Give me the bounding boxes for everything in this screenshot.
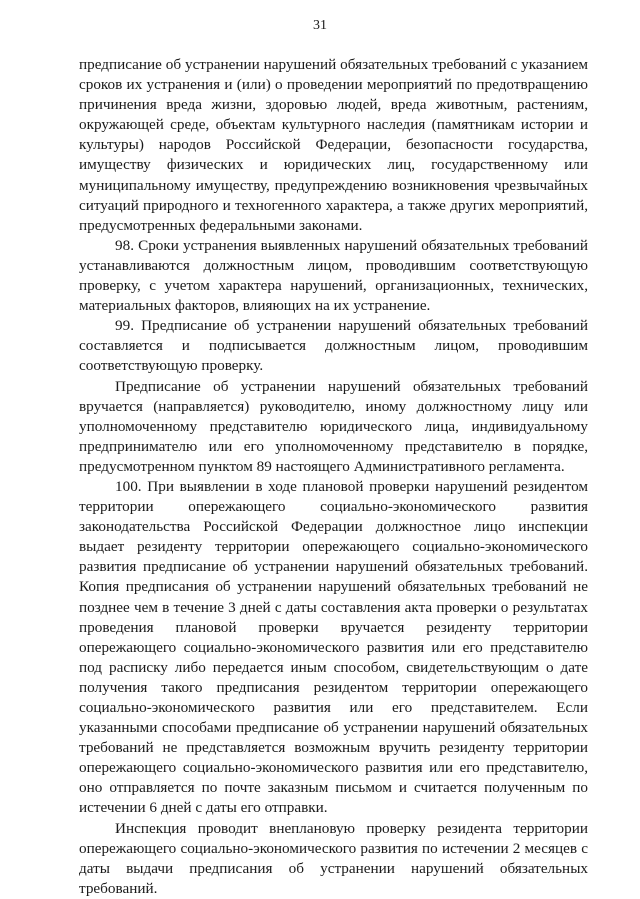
paragraph-99-delivery: Предписание об устранении нарушений обязательных требований вручается (направляется) руководителю, иному должностному лицу или уполномоченному представителю юридического лица, индивидуальному предпринимателю или его уполномоченному представителю в порядке, предусмотренном пунктом 89 настоящего Административного регламента. — [79, 377, 588, 475]
paragraph-prescription-continuation: предписание об устранении нарушений обязательных требований с указанием сроков их устранения и (или) о проведении мероприятий по предотвращению причинения вреда жизни, здоровью людей, вреда животным, растениям, окружающей среде, объектам культурного наследия (памятникам истории и культуры) народов Российской Федерации, безопасности государства, имуществу физических и юридических лиц, государственному или муниципальному имуществу, предупреждению возникновения чрезвычайных ситуаций природного и техногенного характера, а также других мероприятий, предусмотренных федеральными законами. — [79, 56, 588, 234]
paragraph-100-inspection: Инспекция проводит внеплановую проверку резидента территории опережающего социально-экономического развития по истечении 2 месяцев с даты выдачи предписания об устранении нарушений обязательных требований. — [79, 819, 588, 897]
document-body — [79, 55, 588, 899]
paragraph-99: 99. Предписание об устранении нарушений обязательных требований составляется и подписывается должностным лицом, проводившим соответствующую проверку. — [79, 317, 588, 375]
paragraph-98: 98. Сроки устранения выявленных нарушений обязательных требований устанавливаются должностным лицом, проводившим соответствующую проверку, с учетом характера нарушений, организационных, технических, материальных факторов, влияющих на их устранение. — [79, 236, 588, 315]
page-number: 31 — [313, 18, 327, 33]
paragraph-100: 100. При выявлении в ходе плановой проверки нарушений резидентом территории опережающего социально-экономического развития законодательства Российской Федерации должностное лицо инспекции выдает резиденту территории опережающего социально-экономического развития предписание об устранении нарушений обязательных требований. Копия предписания об устранении нарушений обязательных требований не позднее чем в течение 3 дней с даты составления акта проверки о результатах проведения плановой проверки вручается резиденту территории опережающего социально-экономического развития или его представителю под расписку либо передается иным способом, свидетельствующим о дате получения такого предписания резидентом территории опережающего социально-экономического развития или его представителем. Если указанными способами предписание об устранении нарушений обязательных требований не представляется возможным вручить резиденту территории опережающего социально-экономического развития или его представителю, оно отправляется по почте заказным письмом и считается полученным по истечении 6 дней с даты его отправки. — [79, 477, 588, 817]
